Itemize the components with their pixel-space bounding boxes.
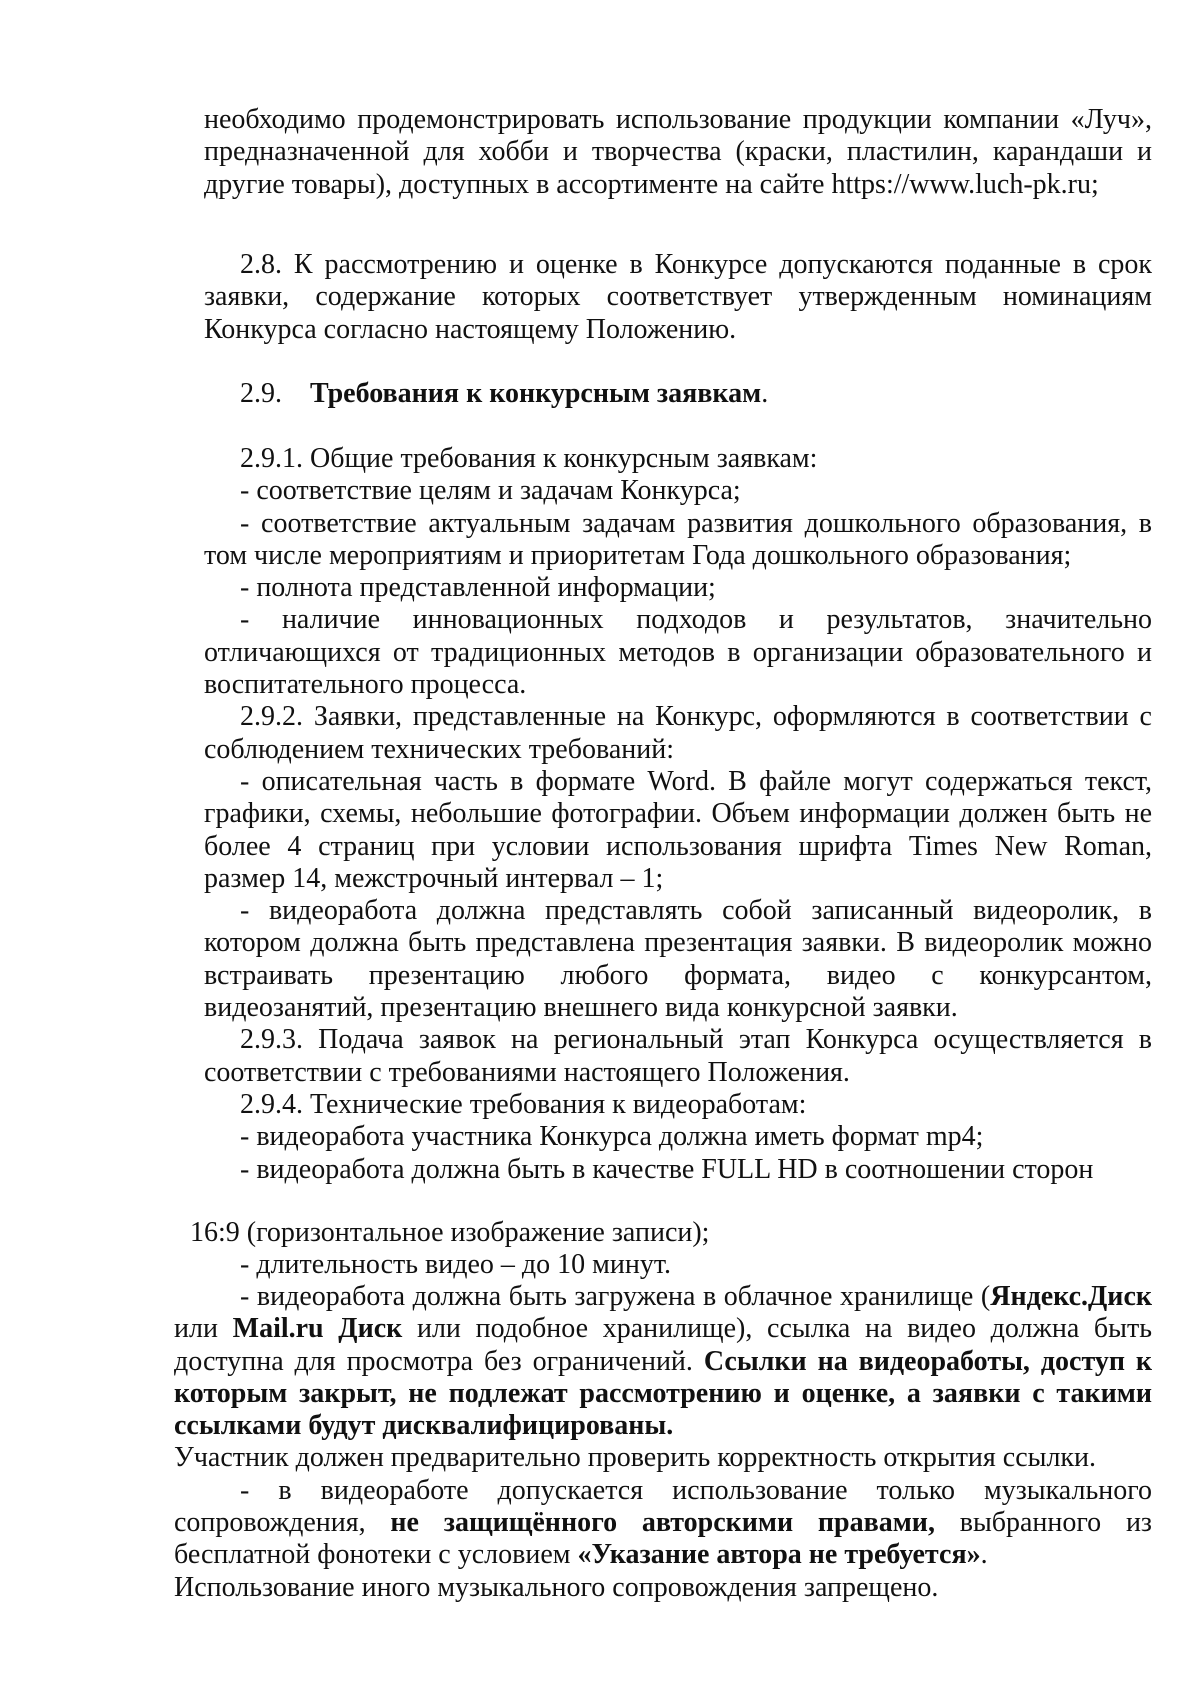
list-item-music <box>174 1475 1152 1572</box>
list-item: - соответствие актуальным задачам развития дошкольного образования, в том числе мероприятиям и приоритетам Года дошкольного образования; <box>204 507 1152 571</box>
text-span: - видеоработа должна быть загружена в облачное хранилище ( <box>240 1281 991 1312</box>
section-2-9-body <box>204 443 1152 1186</box>
list-item: - видеоработа участника Конкурса должна иметь формат mp4; <box>240 1121 984 1153</box>
paragraph-2-8 <box>204 249 1152 346</box>
text-span: или подобное хранилище), ссылка на видео должна быть доступна для просмотра без ограничений. <box>174 1313 1152 1377</box>
list-item-cloud-storage <box>174 1281 1152 1442</box>
paragraph-2-9-2: 2.9.2. Заявки, представленные на Конкурс, оформляются в соответствии с соблюдением технических требований: <box>204 701 1152 765</box>
text-span: . <box>980 1539 988 1571</box>
text-bold: не защищённого авторскими правами, <box>390 1507 935 1539</box>
text-bold: Яндекс.Диск <box>990 1281 1152 1312</box>
list-item: - соответствие целям и задачам Конкурса; <box>240 475 741 507</box>
list-item: - описательная часть в формате Word. В файле могут содержаться текст, графики, схемы, небольшие фотографии. Объем информации должен быть не более 4 страниц при условии использования шрифта Times New Roman, размер 14, межстрочный интервал – 1; <box>204 765 1152 894</box>
list-item-continued: 16:9 (горизонтальное изображение записи); <box>190 1217 710 1248</box>
paragraph-text: Использование иного музыкального сопровождения запрещено. <box>174 1571 939 1603</box>
paragraph-2-9-1: 2.9.1. Общие требования к конкурсным заявкам: <box>240 443 818 474</box>
paragraph-2-9-4: 2.9.4. Технические требования к видеоработам: <box>240 1088 807 1120</box>
section-2-9-4-continued <box>190 1217 1152 1282</box>
text-bold: Mail.ru Диск <box>232 1313 403 1345</box>
text-bold: «Указание автора не требуется» <box>577 1539 981 1571</box>
list-item: - видеоработа должна представлять собой записанный видеоролик, в котором должна быть представлена презентация заявки. В видеоролик можно встраивать презентацию любого формата, видео с конкурсантом, видеозанятий, презентацию внешнего вида конкурсной заявки. <box>204 895 1152 1024</box>
paragraph-text: 2.8. К рассмотрению и оценке в Конкурсе допускаются поданные в срок заявки, содержание которых соответствует утвержденным номинациям Конкурса согласно настоящему Положению. <box>204 249 1152 345</box>
paragraph-text: необходимо продемонстрировать использование продукции компании «Луч», предназначенной для хобби и творчества (краски, пластилин, карандаши и другие товары), доступных в ассортименте на сайте https://www.luch-pk.ru; <box>204 104 1152 200</box>
text-span: - в видеоработе допускается использование только музыкального сопровождения, <box>174 1474 1152 1539</box>
list-item: - видеоработа должна быть в качестве FULL HD в соотношении сторон <box>240 1153 1094 1185</box>
section-2-9-4-cloud <box>174 1281 1152 1604</box>
section-heading-2-9 <box>240 378 1152 410</box>
paragraph-text: Участник должен предварительно проверить корректность открытия ссылки. <box>174 1442 1097 1474</box>
text-bold: Ссылки на видеоработы, доступ к которым закрыт, не подлежат рассмотрению и оценке, а заявки с такими ссылками будут дисквалифицированы. <box>174 1345 1153 1442</box>
list-item: - длительность видео – до 10 минут. <box>240 1249 671 1281</box>
section-number: 2.9. <box>240 378 282 409</box>
text-span: или <box>174 1313 233 1345</box>
paragraph-2-9-3: 2.9.3. Подача заявок на региональный этап Конкурса осуществляется в соответствии с требованиями настоящего Положения. <box>204 1024 1152 1088</box>
list-item: - полнота представленной информации; <box>240 572 716 604</box>
section-title-period: . <box>761 378 769 409</box>
section-title: Требования к конкурсным заявкам <box>310 378 762 409</box>
list-item: - наличие инновационных подходов и результатов, значительно отличающихся от традиционных методов в организации образовательного и воспитательного процесса. <box>204 604 1152 701</box>
paragraph-intro <box>204 104 1152 201</box>
text-span: выбранного из бесплатной фонотеки с условием <box>174 1507 1152 1571</box>
